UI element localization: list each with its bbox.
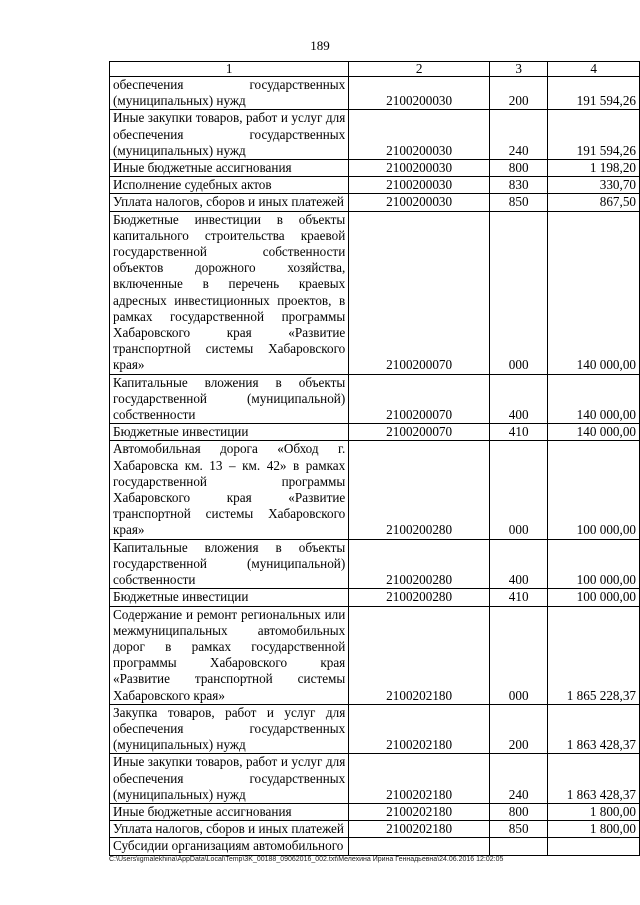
row-type-cell: 200 (490, 704, 548, 754)
table-row (110, 194, 640, 211)
row-amount-cell: 867,50 (548, 194, 640, 211)
row-name-cell: Исполнение судебных актов (110, 177, 349, 194)
row-amount-cell: 140 000,00 (548, 424, 640, 441)
header-cell-code: 2 (349, 62, 490, 77)
row-name-cell: обеспечения государственных (муниципальных) нужд (110, 77, 349, 110)
row-name-cell: Иные закупки товаров, работ и услуг для обеспечения государственных (муниципальных) нужд (110, 110, 349, 160)
row-amount-cell: 1 198,20 (548, 160, 640, 177)
header-cell-amount: 4 (548, 62, 640, 77)
row-code-cell: 2100200030 (349, 194, 490, 211)
row-type-cell: 240 (490, 110, 548, 160)
row-type-cell: 850 (490, 194, 548, 211)
table-row (110, 424, 640, 441)
row-code-cell: 2100200030 (349, 110, 490, 160)
row-type-cell: 800 (490, 160, 548, 177)
row-name-cell: Иные бюджетные ассигнования (110, 803, 349, 820)
row-amount-cell: 1 800,00 (548, 821, 640, 838)
row-amount-cell: 140 000,00 (548, 374, 640, 424)
row-type-cell (490, 838, 548, 855)
table-row (110, 754, 640, 804)
page-number: 189 (310, 38, 330, 53)
table-row (110, 211, 640, 374)
row-type-cell: 000 (490, 441, 548, 539)
row-name-cell: Автомобильная дорога «Обход г. Хабаровска км. 13 – км. 42» в рамках государственной программы Хабаровского края «Развитие транспортной системы Хабаровского края» (110, 441, 349, 539)
row-code-cell: 2100202180 (349, 821, 490, 838)
row-code-cell (349, 838, 490, 855)
budget-table (109, 61, 640, 856)
row-type-cell: 400 (490, 539, 548, 589)
row-amount-cell (548, 838, 640, 855)
row-amount-cell: 1 863 428,37 (548, 704, 640, 754)
row-code-cell: 2100200030 (349, 177, 490, 194)
header-cell-name: 1 (110, 62, 349, 77)
row-type-cell: 800 (490, 803, 548, 820)
row-code-cell: 2100200280 (349, 539, 490, 589)
row-amount-cell: 191 594,26 (548, 77, 640, 110)
table-row (110, 110, 640, 160)
row-type-cell: 410 (490, 589, 548, 606)
table-row (110, 606, 640, 704)
row-code-cell: 2100202180 (349, 606, 490, 704)
table-row (110, 374, 640, 424)
table-row (110, 77, 640, 110)
table-row (110, 838, 640, 855)
row-name-cell: Бюджетные инвестиции (110, 424, 349, 441)
row-amount-cell: 330,70 (548, 177, 640, 194)
row-amount-cell: 1 863 428,37 (548, 754, 640, 804)
row-name-cell: Уплата налогов, сборов и иных платежей (110, 821, 349, 838)
row-code-cell: 2100200280 (349, 441, 490, 539)
row-code-cell: 2100202180 (349, 754, 490, 804)
table-row (110, 539, 640, 589)
row-amount-cell: 1 800,00 (548, 803, 640, 820)
row-name-cell: Закупка товаров, работ и услуг для обеспечения государственных (муниципальных) нужд (110, 704, 349, 754)
row-type-cell: 850 (490, 821, 548, 838)
row-name-cell: Уплата налогов, сборов и иных платежей (110, 194, 349, 211)
row-code-cell: 2100200030 (349, 160, 490, 177)
row-name-cell: Иные бюджетные ассигнования (110, 160, 349, 177)
table-row (110, 160, 640, 177)
row-amount-cell: 100 000,00 (548, 441, 640, 539)
row-amount-cell: 1 865 228,37 (548, 606, 640, 704)
row-type-cell: 200 (490, 77, 548, 110)
row-name-cell: Иные закупки товаров, работ и услуг для обеспечения государственных (муниципальных) нужд (110, 754, 349, 804)
row-type-cell: 000 (490, 606, 548, 704)
row-name-cell: Бюджетные инвестиции в объекты капитального строительства краевой государственной собственности объектов дорожного хозяйства, включенные в перечень краевых адресных инвестиционных проектов, в рамках государственной программы Хабаровского края «Развитие транспортной системы Хабаровского края» (110, 211, 349, 374)
row-amount-cell: 100 000,00 (548, 589, 640, 606)
row-code-cell: 2100202180 (349, 803, 490, 820)
row-type-cell: 410 (490, 424, 548, 441)
row-code-cell: 2100200070 (349, 211, 490, 374)
row-amount-cell: 140 000,00 (548, 211, 640, 374)
row-name-cell: Бюджетные инвестиции (110, 589, 349, 606)
row-type-cell: 830 (490, 177, 548, 194)
row-name-cell: Содержание и ремонт региональных или межмуниципальных автомобильных дорог в рамках государственной программы Хабаровского края «Развитие транспортной системы Хабаровского края» (110, 606, 349, 704)
table-row (110, 704, 640, 754)
table-body (110, 62, 640, 856)
table-row (110, 803, 640, 820)
row-name-cell: Капитальные вложения в объекты государственной (муниципальной) собственности (110, 374, 349, 424)
row-code-cell: 2100200030 (349, 77, 490, 110)
row-name-cell: Субсидии организациям автомобильного (110, 838, 349, 855)
row-code-cell: 2100202180 (349, 704, 490, 754)
file-path-footer: C:\Users\igmalekhina\AppData\Local\Temp\3K_00188_09062016_002.txt\Мелехина Ирина Геннадьевна\24.06.2016 12:02:05 (109, 856, 504, 863)
table-row (110, 177, 640, 194)
header-cell-type: 3 (490, 62, 548, 77)
table-row (110, 441, 640, 539)
row-code-cell: 2100200070 (349, 374, 490, 424)
row-code-cell: 2100200280 (349, 589, 490, 606)
row-code-cell: 2100200070 (349, 424, 490, 441)
row-name-cell: Капитальные вложения в объекты государственной (муниципальной) собственности (110, 539, 349, 589)
row-type-cell: 000 (490, 211, 548, 374)
row-type-cell: 400 (490, 374, 548, 424)
row-type-cell: 240 (490, 754, 548, 804)
row-amount-cell: 191 594,26 (548, 110, 640, 160)
table-header-row (110, 62, 640, 77)
table-row (110, 821, 640, 838)
table-row (110, 589, 640, 606)
row-amount-cell: 100 000,00 (548, 539, 640, 589)
